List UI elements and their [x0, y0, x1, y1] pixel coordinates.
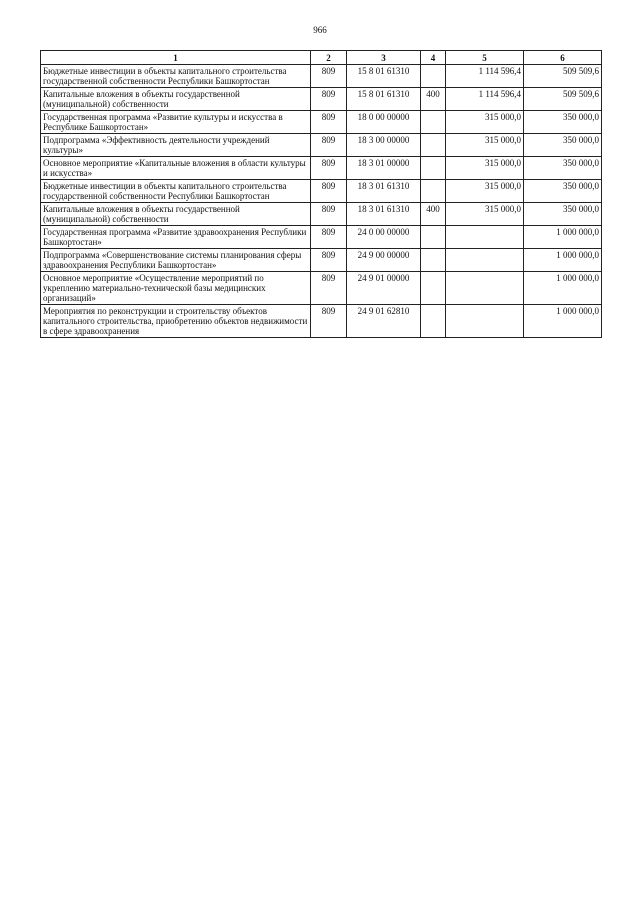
column-header-1: 1 [41, 51, 311, 65]
row-amount-6: 350 000,0 [524, 157, 602, 180]
row-expense-type: 400 [421, 88, 446, 111]
table-row [41, 180, 602, 203]
row-name: Бюджетные инвестиции в объекты капитального строительства государственной собственности Республики Башкортостан [41, 180, 311, 203]
row-ministry-code: 809 [311, 134, 347, 157]
row-name: Капитальные вложения в объекты государственной (муниципальной) собственности [41, 88, 311, 111]
row-name: Основное мероприятие «Капитальные вложения в области культуры и искусства» [41, 157, 311, 180]
row-target-code: 24 0 00 00000 [347, 226, 421, 249]
row-amount-6: 509 509,6 [524, 65, 602, 88]
row-ministry-code: 809 [311, 272, 347, 305]
row-amount-5 [446, 305, 524, 338]
row-expense-type [421, 226, 446, 249]
row-name: Государственная программа «Развитие здравоохранения Республики Башкортостан» [41, 226, 311, 249]
row-expense-type [421, 272, 446, 305]
row-expense-type: 400 [421, 203, 446, 226]
row-expense-type [421, 180, 446, 203]
row-target-code: 18 3 01 61310 [347, 203, 421, 226]
row-name: Подпрограмма «Эффективность деятельности учреждений культуры» [41, 134, 311, 157]
row-name: Основное мероприятие «Осуществление мероприятий по укреплению материально-технической базы медицинских организаций» [41, 272, 311, 305]
row-amount-5: 315 000,0 [446, 134, 524, 157]
row-amount-5: 315 000,0 [446, 203, 524, 226]
row-target-code: 15 8 01 61310 [347, 65, 421, 88]
row-target-code: 24 9 00 00000 [347, 249, 421, 272]
row-ministry-code: 809 [311, 157, 347, 180]
row-name: Подпрограмма «Совершенствование системы планирования сферы здравоохранения Республики Башкортостан» [41, 249, 311, 272]
table-row [41, 65, 602, 88]
row-ministry-code: 809 [311, 65, 347, 88]
row-name: Государственная программа «Развитие культуры и искусства в Республике Башкортостан» [41, 111, 311, 134]
row-amount-5: 315 000,0 [446, 157, 524, 180]
row-name: Мероприятия по реконструкции и строительству объектов капитального строительства, приобретению объектов недвижимости в сфере здравоохранения [41, 305, 311, 338]
column-header-3: 3 [347, 51, 421, 65]
table-row [41, 88, 602, 111]
row-amount-6: 350 000,0 [524, 203, 602, 226]
budget-table [40, 50, 602, 338]
row-ministry-code: 809 [311, 203, 347, 226]
table-row [41, 134, 602, 157]
table-row [41, 249, 602, 272]
row-ministry-code: 809 [311, 180, 347, 203]
row-amount-5: 315 000,0 [446, 111, 524, 134]
row-amount-6: 1 000 000,0 [524, 249, 602, 272]
row-amount-6: 350 000,0 [524, 111, 602, 134]
table-row [41, 272, 602, 305]
row-amount-5 [446, 249, 524, 272]
row-amount-5: 1 114 596,4 [446, 65, 524, 88]
column-header-2: 2 [311, 51, 347, 65]
row-ministry-code: 809 [311, 88, 347, 111]
row-target-code: 18 3 01 00000 [347, 157, 421, 180]
row-amount-6: 1 000 000,0 [524, 272, 602, 305]
row-target-code: 18 3 00 00000 [347, 134, 421, 157]
row-name: Бюджетные инвестиции в объекты капитального строительства государственной собственности Республики Башкортостан [41, 65, 311, 88]
row-amount-5 [446, 226, 524, 249]
table-row [41, 226, 602, 249]
row-ministry-code: 809 [311, 305, 347, 338]
row-target-code: 15 8 01 61310 [347, 88, 421, 111]
row-expense-type [421, 305, 446, 338]
table-row [41, 157, 602, 180]
column-header-6: 6 [524, 51, 602, 65]
row-amount-5: 315 000,0 [446, 180, 524, 203]
column-header-5: 5 [446, 51, 524, 65]
row-amount-5: 1 114 596,4 [446, 88, 524, 111]
row-ministry-code: 809 [311, 249, 347, 272]
row-expense-type [421, 134, 446, 157]
row-ministry-code: 809 [311, 111, 347, 134]
row-amount-6: 509 509,6 [524, 88, 602, 111]
row-amount-6: 1 000 000,0 [524, 226, 602, 249]
header-row [41, 51, 602, 65]
table-row [41, 203, 602, 226]
row-name: Капитальные вложения в объекты государственной (муниципальной) собственности [41, 203, 311, 226]
row-target-code: 24 9 01 00000 [347, 272, 421, 305]
row-amount-6: 1 000 000,0 [524, 305, 602, 338]
row-target-code: 24 9 01 62810 [347, 305, 421, 338]
row-amount-5 [446, 272, 524, 305]
row-expense-type [421, 157, 446, 180]
table-row [41, 305, 602, 338]
row-target-code: 18 3 01 61310 [347, 180, 421, 203]
table-row [41, 111, 602, 134]
row-expense-type [421, 65, 446, 88]
row-expense-type [421, 111, 446, 134]
column-header-4: 4 [421, 51, 446, 65]
row-amount-6: 350 000,0 [524, 134, 602, 157]
row-amount-6: 350 000,0 [524, 180, 602, 203]
row-target-code: 18 0 00 00000 [347, 111, 421, 134]
row-expense-type [421, 249, 446, 272]
row-ministry-code: 809 [311, 226, 347, 249]
page-number: 966 [313, 25, 327, 35]
